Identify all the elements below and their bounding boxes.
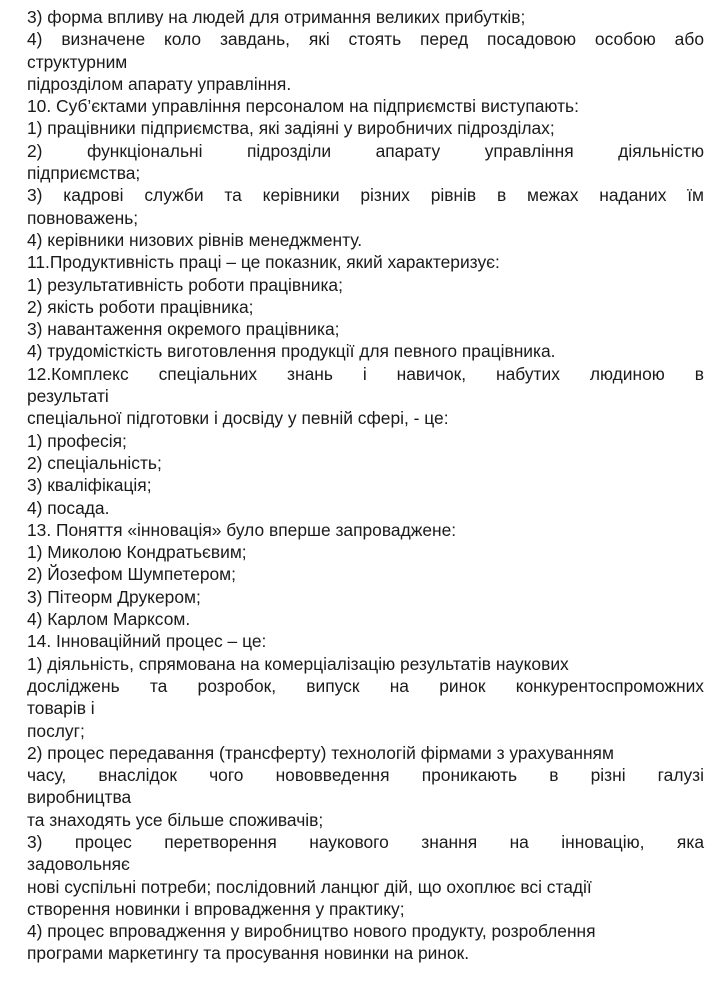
text-line: підприємства; bbox=[27, 163, 141, 184]
text-line: задовольняє bbox=[27, 854, 130, 875]
text-line: нові суспільні потреби; послідовний ланцюг дій, що охоплює всі стадії bbox=[27, 876, 592, 897]
text-line: створення новинки і впровадження у практику; bbox=[27, 898, 405, 919]
text-line: 4) процес впровадження у виробництво нового продукту, розроблення bbox=[27, 921, 596, 942]
text-line: часу, внаслідок чого нововведення проникають в різні галузі bbox=[27, 765, 704, 786]
text-line: 4) визначене коло завдань, які стоять перед посадовою особою або bbox=[27, 29, 704, 50]
text-line: 3) процес перетворення наукового знання на інновацію, яка bbox=[27, 831, 704, 852]
text-line: 14. Інноваційний процес – це: bbox=[27, 631, 267, 652]
document-text bbox=[27, 6, 704, 965]
text-line: результаті bbox=[27, 386, 109, 407]
text-line: виробництва bbox=[27, 787, 132, 808]
text-line: 3) кадрові служби та керівники різних рівнів в межах наданих їм bbox=[27, 185, 704, 206]
text-line: 1) професія; bbox=[27, 430, 127, 451]
text-line: 1) результативність роботи працівника; bbox=[27, 274, 343, 295]
text-line: 4) посада. bbox=[27, 497, 110, 518]
text-line: 13. Поняття «інновація» було вперше запроваджене: bbox=[27, 519, 457, 540]
text-line: 12.Комплекс спеціальних знань і навичок, набутих людиною в bbox=[27, 363, 704, 384]
text-line: спеціальної підготовки і досвіду у певній сфері, - це: bbox=[27, 408, 449, 429]
text-line: підрозділом апарату управління. bbox=[27, 73, 292, 94]
text-line: 10. Суб’єктами управління персоналом на підприємстві виступають: bbox=[27, 96, 579, 117]
text-line: структурним bbox=[27, 51, 128, 72]
text-line: 4) керівники низових рівнів менеджменту. bbox=[27, 229, 363, 250]
text-line: 2) Йозефом Шумпетером; bbox=[27, 564, 236, 585]
text-line: 1) працівники підприємства, які задіяні у виробничих підрозділах; bbox=[27, 118, 555, 139]
text-line: 2) спеціальність; bbox=[27, 452, 162, 473]
text-line: 2) функціональні підрозділи апарату управління діяльністю bbox=[27, 140, 704, 161]
text-line: 3) Пітеорм Друкером; bbox=[27, 586, 201, 607]
text-line: 4) Карлом Марксом. bbox=[27, 609, 191, 630]
text-line: товарів і bbox=[27, 698, 95, 719]
text-line: 3) форма впливу на людей для отримання великих прибутків; bbox=[27, 7, 526, 27]
text-line: програми маркетингу та просування новинки на ринок. bbox=[27, 943, 470, 964]
text-line: 1) діяльність, спрямована на комерціалізацію результатів наукових bbox=[27, 653, 569, 674]
text-line: 3) кваліфікація; bbox=[27, 475, 152, 496]
text-line: 2) процес передавання (трансферту) технологій фірмами з урахуванням bbox=[27, 742, 614, 763]
text-line: послуг; bbox=[27, 720, 85, 741]
text-line: 2) якість роботи працівника; bbox=[27, 296, 254, 317]
text-line: повноважень; bbox=[27, 207, 139, 228]
text-line: та знаходять усе більше споживачів; bbox=[27, 809, 324, 830]
text-line: досліджень та розробок, випуск на ринок конкурентоспроможних bbox=[27, 675, 704, 696]
text-line: 11.Продуктивність праці – це показник, який характеризує: bbox=[27, 252, 500, 273]
text-line: 1) Миколою Кондратьєвим; bbox=[27, 542, 247, 563]
text-line: 4) трудомісткість виготовлення продукції для певного працівника. bbox=[27, 341, 556, 362]
text-line: 3) навантаження окремого працівника; bbox=[27, 319, 340, 340]
